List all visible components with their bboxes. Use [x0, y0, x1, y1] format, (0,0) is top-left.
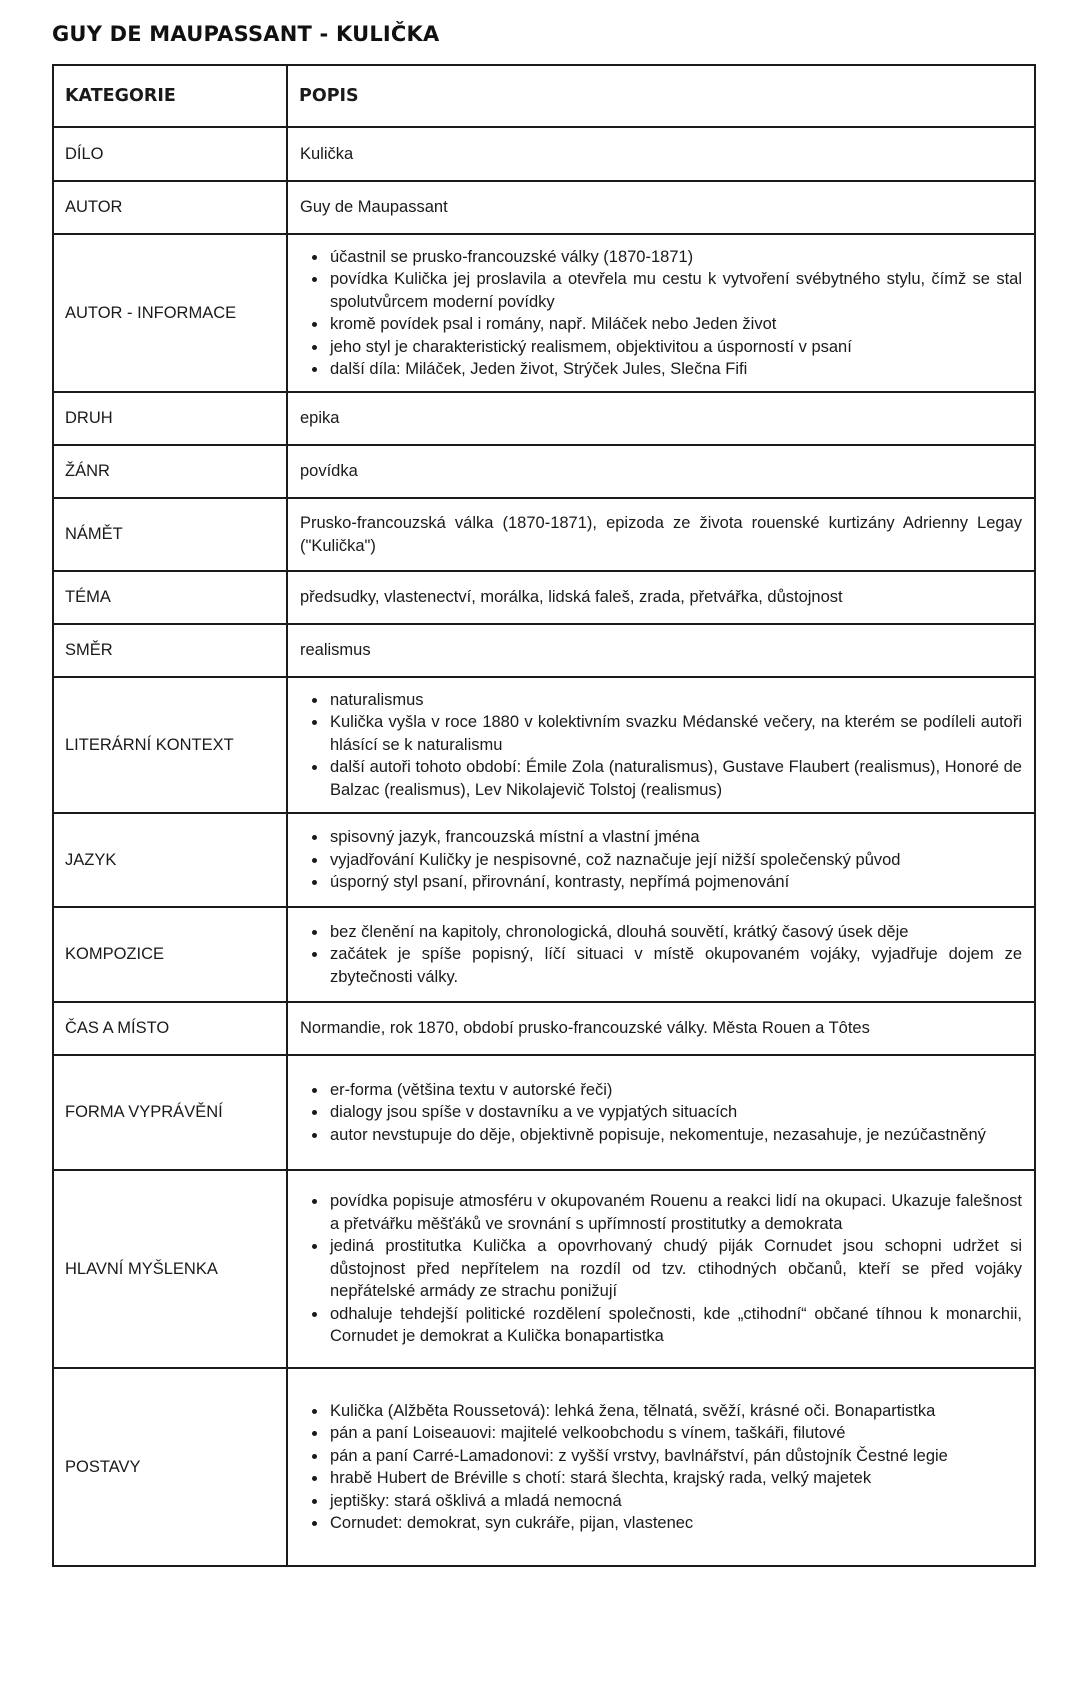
bullet-item: • Cornudet: demokrat, syn cukráře, pijan, vlastenec	[328, 1512, 1022, 1535]
bullet-item: • vyjadřování Kuličky je nespisovné, což naznačuje její nižší společenský původ	[328, 849, 1022, 872]
row-label: FORMA VYPRÁVĚNÍ	[53, 1055, 287, 1170]
table-row	[53, 1170, 1035, 1368]
bullet-list	[300, 1190, 1022, 1348]
bullet-item: • er-forma (většina textu v autorské řeči)	[328, 1079, 1022, 1102]
row-label: ŽÁNR	[53, 445, 287, 498]
row-text: Normandie, rok 1870, období prusko-francouzské války. Města Rouen a Tôtes	[287, 1002, 1035, 1055]
bullet-list	[300, 1400, 1022, 1535]
bullet-item: • povídka Kulička jej proslavila a otevřela mu cestu k vytvoření svébytného stylu, čímž se stal spolutvůrcem moderní povídky	[328, 268, 1022, 313]
table-row	[53, 127, 1035, 181]
table-row	[53, 907, 1035, 1002]
header-description: POPIS	[287, 65, 1035, 127]
table-row	[53, 498, 1035, 571]
row-label: TÉMA	[53, 571, 287, 624]
row-label: DRUH	[53, 392, 287, 445]
row-label: AUTOR	[53, 181, 287, 234]
row-text: povídka	[287, 445, 1035, 498]
row-text: epika	[287, 392, 1035, 445]
header-row	[53, 65, 1035, 127]
bullet-item: • Kulička (Alžběta Roussetová): lehká žena, tělnatá, svěží, krásné oči. Bonapartistka	[328, 1400, 1022, 1423]
row-label: SMĚR	[53, 624, 287, 677]
table-row	[53, 445, 1035, 498]
table-row	[53, 1002, 1035, 1055]
bullet-item: • pán a paní Carré-Lamadonovi: z vyšší vrstvy, bavlnářství, pán důstojník Čestné legie	[328, 1445, 1022, 1468]
table-row	[53, 1055, 1035, 1170]
bullet-item: • úsporný styl psaní, přirovnání, kontrasty, nepřímá pojmenování	[328, 871, 1022, 894]
row-label: POSTAVY	[53, 1368, 287, 1566]
bullet-item: • povídka popisuje atmosféru v okupovaném Rouenu a reakci lidí na okupaci. Ukazuje falešnost a přetvářku měšťáků ve srovnání s upřímností prostitutky a demokrata	[328, 1190, 1022, 1235]
row-label: NÁMĚT	[53, 498, 287, 571]
bullet-item: • spisovný jazyk, francouzská místní a vlastní jména	[328, 826, 1022, 849]
bullet-item: • jeptišky: stará ošklivá a mladá nemocná	[328, 1490, 1022, 1513]
bullet-item: • Kulička vyšla v roce 1880 v kolektivním svazku Médanské večery, na kterém se podíleli autoři hlásící se k naturalismu	[328, 711, 1022, 756]
bullet-item: • účastnil se prusko-francouzské války (1870-1871)	[328, 246, 1022, 269]
table-row	[53, 571, 1035, 624]
bullet-item: • dialogy jsou spíše v dostavníku a ve vypjatých situacích	[328, 1101, 1022, 1124]
row-bullets	[287, 813, 1035, 907]
table-row	[53, 1368, 1035, 1566]
bullet-item: • naturalismus	[328, 689, 1022, 712]
bullet-item: • autor nevstupuje do děje, objektivně popisuje, nekomentuje, nezasahuje, je nezúčastněný	[328, 1124, 1022, 1147]
row-label: LITERÁRNÍ KONTEXT	[53, 677, 287, 813]
row-label: ČAS A MÍSTO	[53, 1002, 287, 1055]
table-row	[53, 234, 1035, 392]
bullet-item: • odhaluje tehdejší politické rozdělení společnosti, kde „ctihodní“ občané tíhnou k monarchii, Cornudet je demokrat a Kulička bonapartistka	[328, 1303, 1022, 1348]
row-text: Guy de Maupassant	[287, 181, 1035, 234]
row-label: AUTOR - INFORMACE	[53, 234, 287, 392]
bullet-list	[300, 246, 1022, 381]
row-text: realismus	[287, 624, 1035, 677]
bullet-item: • pán a paní Loiseauovi: majitelé velkoobchodu s vínem, taškáři, filutové	[328, 1422, 1022, 1445]
row-label: KOMPOZICE	[53, 907, 287, 1002]
row-label: JAZYK	[53, 813, 287, 907]
info-table	[52, 64, 1036, 1567]
bullet-item: • kromě povídek psal i romány, např. Miláček nebo Jeden život	[328, 313, 1022, 336]
bullet-item: • hrabě Hubert de Bréville s chotí: stará šlechta, krajský rada, velký majetek	[328, 1467, 1022, 1490]
table-row	[53, 813, 1035, 907]
bullet-item: • bez členění na kapitoly, chronologická, dlouhá souvětí, krátký časový úsek děje	[328, 921, 1022, 944]
bullet-list	[300, 1079, 1022, 1147]
bullet-list	[300, 689, 1022, 802]
row-bullets	[287, 677, 1035, 813]
table-row	[53, 624, 1035, 677]
bullet-item: • další autoři tohoto období: Émile Zola (naturalismus), Gustave Flaubert (realismus), Honoré de Balzac (realismus), Lev Nikolajevič Tolstoj (realismus)	[328, 756, 1022, 801]
row-bullets	[287, 234, 1035, 392]
row-bullets	[287, 1368, 1035, 1566]
row-label: HLAVNÍ MYŠLENKA	[53, 1170, 287, 1368]
row-text: předsudky, vlastenectví, morálka, lidská faleš, zrada, přetvářka, důstojnost	[287, 571, 1035, 624]
table-row	[53, 181, 1035, 234]
header-category: KATEGORIE	[53, 65, 287, 127]
row-bullets	[287, 1055, 1035, 1170]
row-label: DÍLO	[53, 127, 287, 181]
bullet-item: • další díla: Miláček, Jeden život, Strýček Jules, Slečna Fifi	[328, 358, 1022, 381]
table-row	[53, 392, 1035, 445]
row-bullets	[287, 907, 1035, 1002]
row-text: Kulička	[287, 127, 1035, 181]
bullet-list	[300, 826, 1022, 894]
bullet-item: • jediná prostitutka Kulička a opovrhovaný chudý piják Cornudet jsou schopni udržet si důstojnost před nepřítelem na rozdíl od tzv. ctihodných občanů, kteří se před vojáky nepřátelské armády ze strachu ponižují	[328, 1235, 1022, 1303]
table-row	[53, 677, 1035, 813]
page-title: GUY DE MAUPASSANT - KULIČKA	[52, 22, 440, 46]
bullet-item: • začátek je spíše popisný, líčí situaci v místě okupovaném vojáky, vyjadřuje dojem ze zbytečnosti války.	[328, 943, 1022, 988]
row-text: Prusko-francouzská válka (1870-1871), epizoda ze života rouenské kurtizány Adrienny Legay ("Kulička")	[287, 498, 1035, 571]
bullet-list	[300, 921, 1022, 989]
row-bullets	[287, 1170, 1035, 1368]
bullet-item: • jeho styl je charakteristický realismem, objektivitou a úsporností v psaní	[328, 336, 1022, 359]
